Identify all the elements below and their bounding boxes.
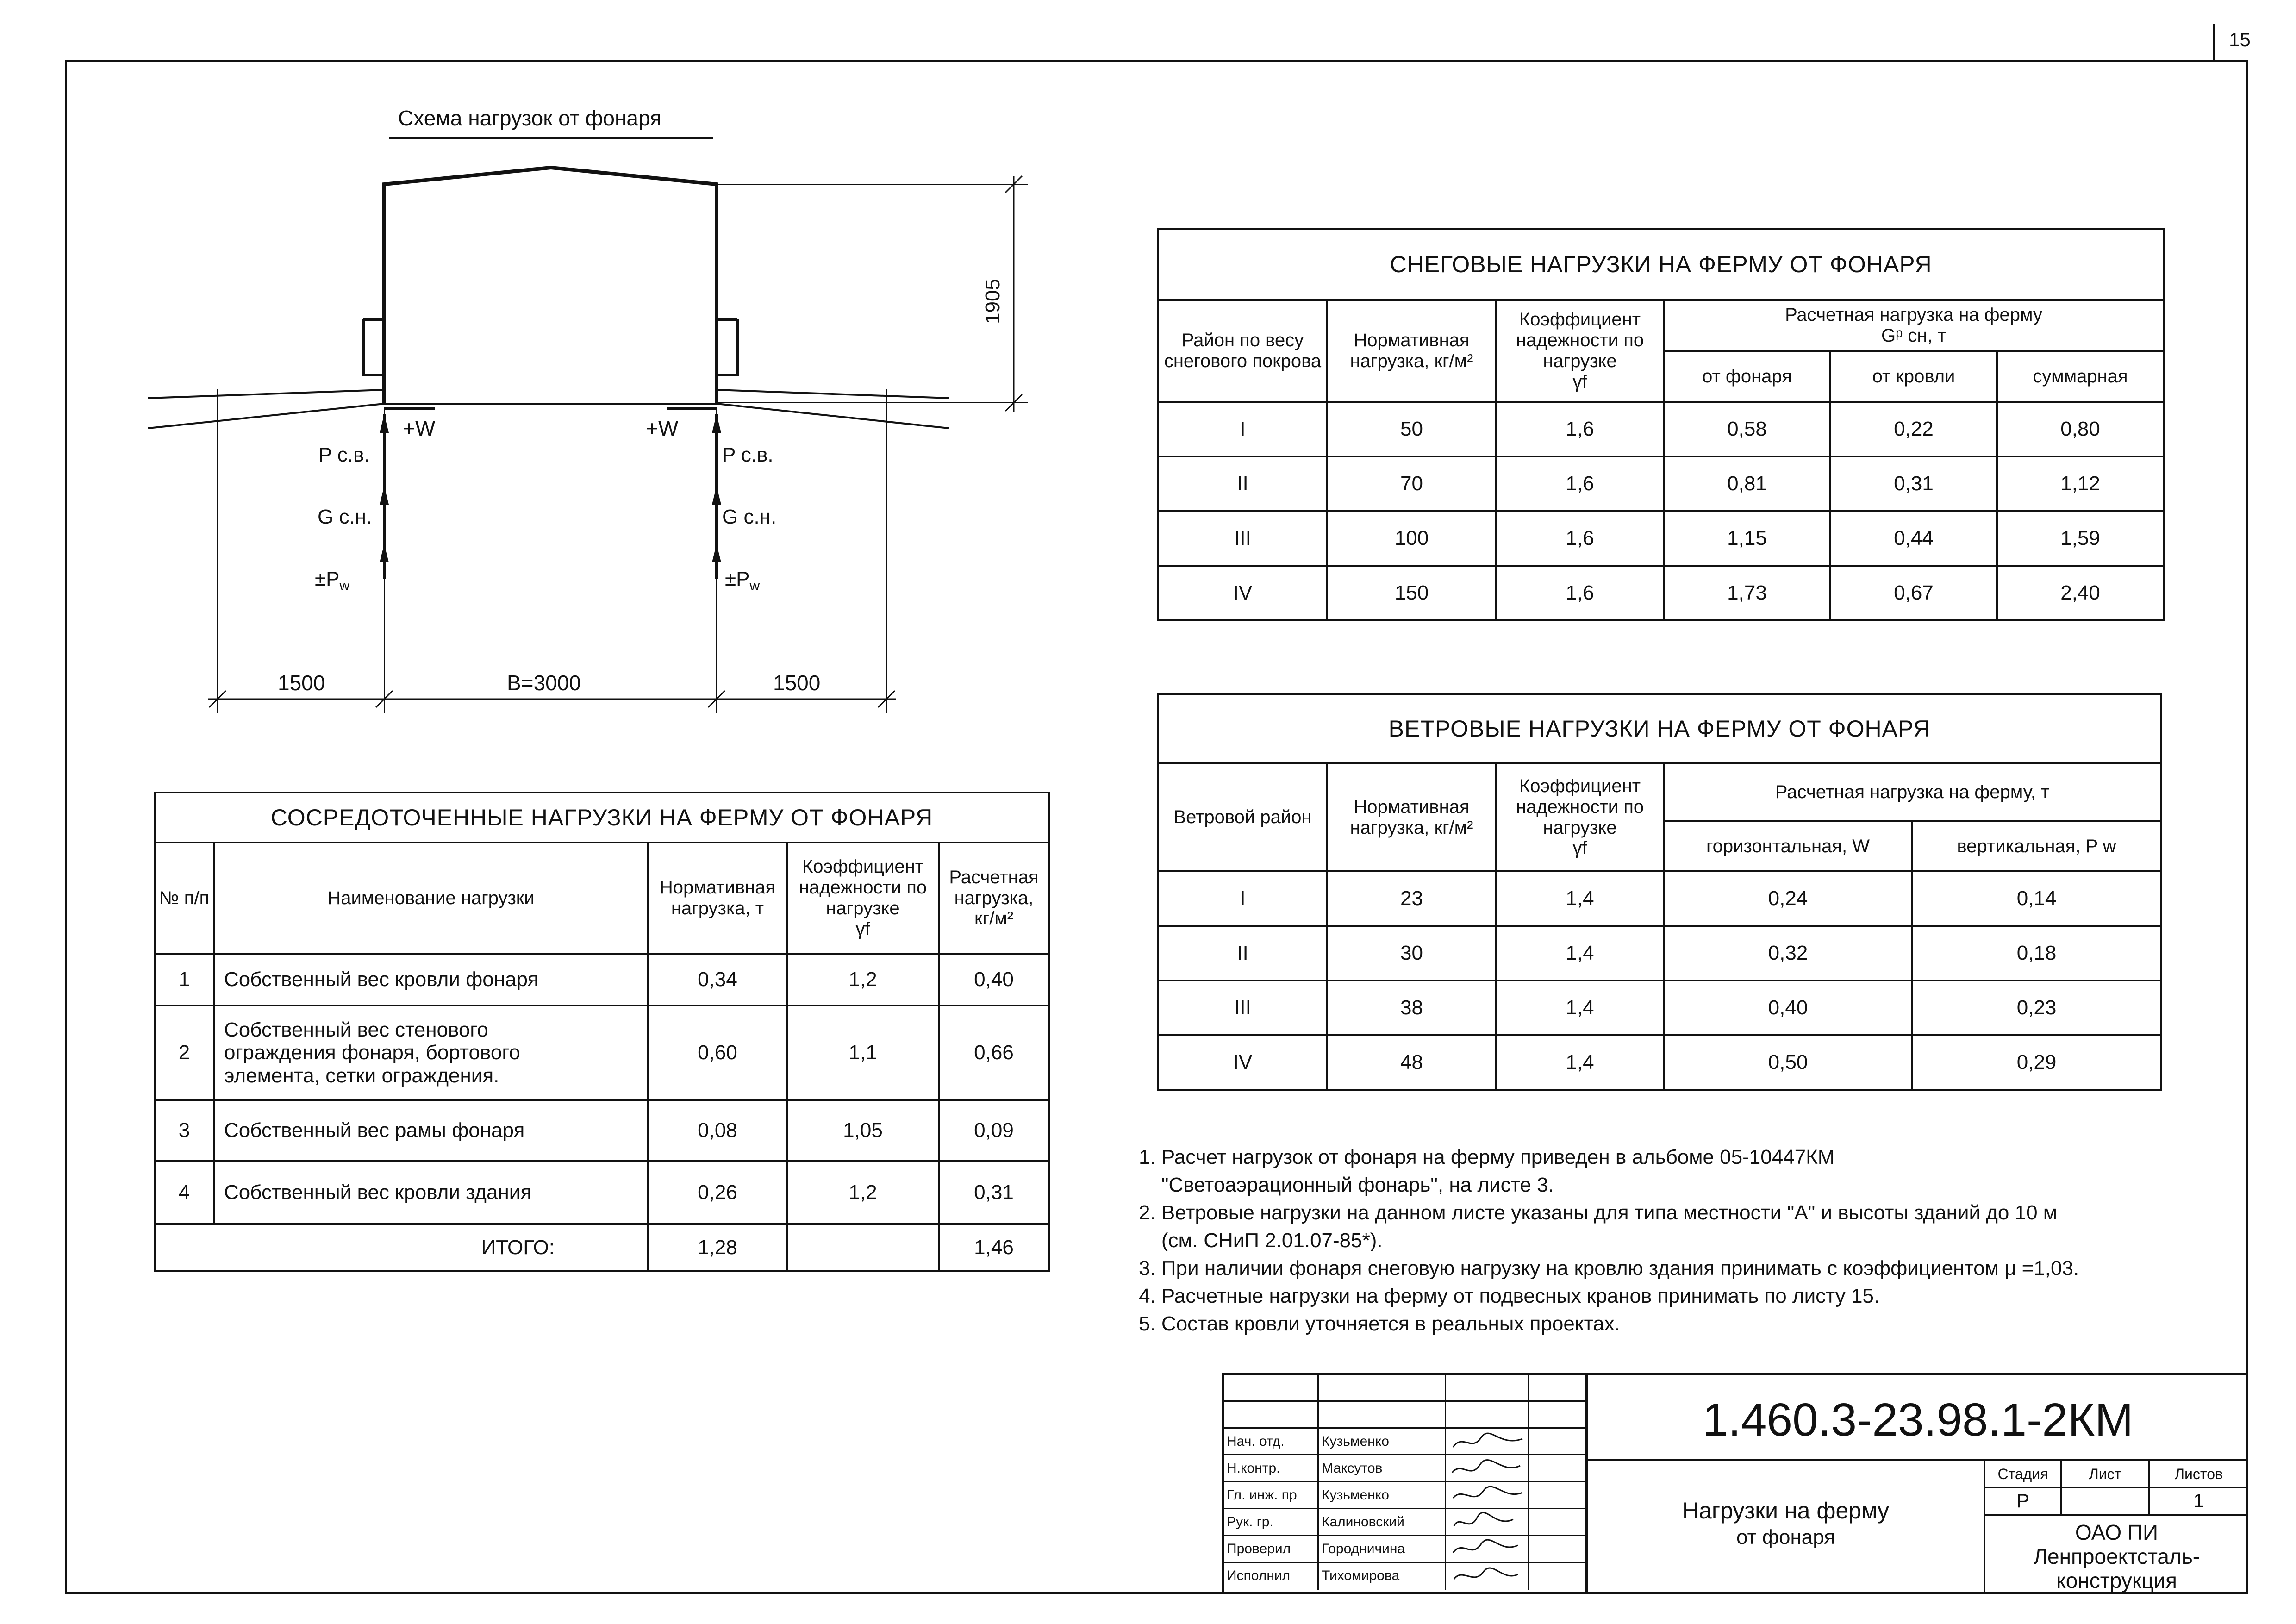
person: Городничина [1319, 1536, 1446, 1562]
wind-header-norm: Нормативная нагрузка, кг/м² [1327, 763, 1496, 871]
wind-load-table [1157, 693, 2162, 1091]
pw-right-label: $\pm P_w$ [725, 568, 760, 593]
cell: 1,05 [787, 1100, 939, 1161]
conc-header-name: Наименование нагрузки [214, 843, 648, 954]
cell: 0,80 [1997, 402, 2164, 456]
pw-left-label: $\pm P_w$ [315, 568, 350, 593]
snow-header-region: Район по весу снегового покрова [1158, 300, 1327, 402]
conc-header-norm: Нормативная нагрузка, т [648, 843, 787, 954]
cell: IV [1158, 566, 1327, 620]
table-row [1158, 871, 2161, 926]
cell: 0,40 [939, 954, 1049, 1006]
conc-header-calc: Расчетная нагрузка, кг/м² [939, 843, 1049, 954]
p-sv-left-label: P с.в. [318, 443, 370, 466]
drawing-title-line2: от фонаря [1736, 1526, 1835, 1549]
wind-header-horizontal: горизонтальная, W [1664, 821, 1912, 871]
table-row [1158, 1035, 2161, 1090]
cell: 0,44 [1830, 511, 1997, 566]
stamp-row [1224, 1402, 1587, 1429]
arrow-head [380, 486, 389, 505]
snow-header-from-roof: от кровли [1830, 351, 1997, 402]
cell: 1,12 [1997, 456, 2164, 511]
stamp-row [1224, 1509, 1587, 1536]
arrow-head [712, 486, 721, 505]
total-calc: 1,46 [939, 1224, 1049, 1271]
snow-header-total: суммарная [1997, 351, 2164, 402]
concentrated-load-table [154, 792, 1050, 1272]
lantern-frame [384, 168, 717, 403]
cell: I [1158, 871, 1327, 926]
table-row [1158, 566, 2164, 620]
cell: 0,60 [648, 1006, 787, 1100]
dim-right-label: 1500 [773, 671, 821, 695]
cell: 0,50 [1664, 1035, 1912, 1090]
scheme-title: Схема нагрузок от фонаря [398, 106, 661, 130]
notes [1139, 1143, 2250, 1338]
cell: 0,24 [1664, 871, 1912, 926]
cell: 0,66 [939, 1006, 1049, 1100]
cell: I [1158, 402, 1327, 456]
cell: 1,4 [1496, 926, 1664, 981]
roof-left-bottom [148, 404, 384, 428]
cell: Собственный вес рамы фонаря [214, 1100, 648, 1161]
cell: 0,58 [1664, 402, 1830, 456]
cell: 23 [1327, 871, 1496, 926]
table-row [155, 1161, 1049, 1224]
total-empty [787, 1224, 939, 1271]
cell: 1,4 [1496, 871, 1664, 926]
g-sn-left-label: G с.н. [318, 506, 372, 528]
signature-table [1222, 1373, 1585, 1594]
cell: Собственный вес кровли фонаря [214, 954, 648, 1006]
org-line: Ленпроектсталь- [2033, 1544, 2200, 1568]
cell: 2,40 [1997, 566, 2164, 620]
g-sn-right-label: G с.н. [722, 506, 777, 528]
role: Проверил [1224, 1536, 1319, 1562]
cell: 150 [1327, 566, 1496, 620]
cell: 1,1 [787, 1006, 939, 1100]
cell: Собственный вес стенового ограждения фонаря, бортового элемента, сетки ограждения. [214, 1006, 648, 1100]
drawing-title-box [1585, 1459, 1984, 1594]
p-sv-right-label: P с.в. [722, 443, 774, 466]
arrow-head [380, 544, 389, 562]
table-row [1158, 981, 2161, 1035]
table-row [155, 1100, 1049, 1161]
org-line: ОАО ПИ [2075, 1520, 2159, 1544]
arrow-head [712, 414, 721, 433]
person: Тихомирова [1319, 1563, 1446, 1590]
cell: 0,09 [939, 1100, 1049, 1161]
note-line: 2. Ветровые нагрузки на данном листе указаны для типа местности "А" и высоты зданий до 10 м [1139, 1201, 2058, 1224]
stamp-row [1224, 1455, 1587, 1482]
cell: 1,2 [787, 1161, 939, 1224]
cell: 3 [155, 1100, 214, 1161]
wind-header-region: Ветровой район [1158, 763, 1327, 871]
wind-header-coef: Коэффициент надежности по нагрузке γf [1496, 763, 1664, 871]
sheet-info-box [1984, 1459, 2248, 1594]
stage-value: Р [1985, 1488, 2062, 1516]
table-row [155, 1006, 1049, 1100]
snow-header-from-lantern: от фонаря [1664, 351, 1830, 402]
roof-right-top [717, 390, 949, 398]
table-row [1158, 402, 2164, 456]
note-line: 3. При наличии фонаря снеговую нагрузку на кровлю здания принимать с коэффициентом μ =1,03. [1139, 1257, 2079, 1280]
table-total-row [155, 1224, 1049, 1271]
drawing-code: 1.460.3-23.98.1-2КМ [1702, 1394, 2134, 1446]
cell: 0,31 [1830, 456, 1997, 511]
page-number: 15 [2229, 29, 2251, 50]
cell: 0,14 [1912, 871, 2161, 926]
cell: 1,15 [1664, 511, 1830, 566]
conc-table-title: СОСРЕДОТОЧЕННЫЕ НАГРУЗКИ НА ФЕРМУ ОТ ФОНАРЯ [155, 793, 1049, 843]
snow-header-coef: Коэффициент надежности по нагрузке γf [1496, 300, 1664, 402]
roof-left-top [148, 390, 384, 398]
snow-header-norm: Нормативная нагрузка, кг/м² [1327, 300, 1496, 402]
snow-table-title: СНЕГОВЫЕ НАГРУЗКИ НА ФЕРМУ ОТ ФОНАРЯ [1158, 229, 2164, 300]
cell: 0,22 [1830, 402, 1997, 456]
drawing-title-line1: Нагрузки на ферму [1682, 1498, 1890, 1524]
cell: 4 [155, 1161, 214, 1224]
arrow-head [712, 544, 721, 562]
role: Гл. инж. пр [1224, 1482, 1319, 1508]
cell: 1,6 [1496, 511, 1664, 566]
cell: 100 [1327, 511, 1496, 566]
snow-load-table [1157, 228, 2165, 621]
cell: 0,08 [648, 1100, 787, 1161]
cell: 48 [1327, 1035, 1496, 1090]
left-side-wall [363, 319, 384, 375]
note-line: (см. СНиП 2.01.07-85*). [1139, 1229, 1383, 1252]
person: Кузьменко [1319, 1482, 1446, 1508]
cell: 1 [155, 954, 214, 1006]
stamp-row [1224, 1375, 1587, 1402]
handwritten-signatures [1448, 1429, 1529, 1595]
organization [1985, 1520, 2248, 1593]
cell: 0,67 [1830, 566, 1997, 620]
wind-table-title: ВЕТРОВЫЕ НАГРУЗКИ НА ФЕРМУ ОТ ФОНАРЯ [1158, 694, 2161, 763]
stamp-row [1224, 1482, 1587, 1509]
cell: IV [1158, 1035, 1327, 1090]
cell: 70 [1327, 456, 1496, 511]
sheets-value: 1 [2150, 1488, 2248, 1516]
w-right-label: +W [646, 416, 679, 440]
org-line: конструкция [2056, 1568, 2177, 1593]
sheet-label: Лист [2062, 1461, 2150, 1488]
cell: 0,29 [1912, 1035, 2161, 1090]
cell: 0,18 [1912, 926, 2161, 981]
table-row [1158, 511, 2164, 566]
cell: 1,73 [1664, 566, 1830, 620]
snow-header-calc: Расчетная нагрузка на ферму Gᵖ сн, т [1664, 300, 2164, 351]
cell: 50 [1327, 402, 1496, 456]
cell: 2 [155, 1006, 214, 1100]
wind-header-vertical: вертикальная, P w [1912, 821, 2161, 871]
cell: 1,4 [1496, 1035, 1664, 1090]
cell: III [1158, 511, 1327, 566]
sheets-label: Листов [2150, 1461, 2248, 1488]
cell: 1,59 [1997, 511, 2164, 566]
cell: 1,2 [787, 954, 939, 1006]
wind-header-calc: Расчетная нагрузка на ферму, т [1664, 763, 2161, 821]
arrow-head [380, 414, 389, 433]
roof-right-bottom [717, 404, 949, 428]
cell: 0,26 [648, 1161, 787, 1224]
w-left-label: +W [403, 416, 436, 440]
dim-mid-label: B=3000 [507, 671, 581, 695]
cell: 1,6 [1496, 456, 1664, 511]
cell: 30 [1327, 926, 1496, 981]
person: Максутов [1319, 1455, 1446, 1481]
stamp-row [1224, 1563, 1587, 1590]
cell: 1,6 [1496, 566, 1664, 620]
role: Рук. гр. [1224, 1509, 1319, 1535]
total-label: ИТОГО: [155, 1224, 648, 1271]
cell: 0,34 [648, 954, 787, 1006]
cell: 0,81 [1664, 456, 1830, 511]
role: Н.контр. [1224, 1455, 1319, 1481]
table-row [1158, 926, 2161, 981]
drawing-code-box [1585, 1373, 2248, 1459]
cell: 0,31 [939, 1161, 1049, 1224]
title-block [1222, 1373, 2248, 1594]
cell: 1,6 [1496, 402, 1664, 456]
stage-label: Стадия [1985, 1461, 2062, 1488]
cell: 0,23 [1912, 981, 2161, 1035]
dim-left-label: 1500 [278, 671, 325, 695]
cell: 38 [1327, 981, 1496, 1035]
total-norm: 1,28 [648, 1224, 787, 1271]
table-row [155, 954, 1049, 1006]
cell: III [1158, 981, 1327, 1035]
stamp-row [1224, 1429, 1587, 1455]
cell: 1,4 [1496, 981, 1664, 1035]
cell: Собственный вес кровли здания [214, 1161, 648, 1224]
height-dimension-label: 1905 [981, 279, 1004, 324]
right-side-wall [717, 319, 737, 375]
note-line: 4. Расчетные нагрузки на ферму от подвесных кранов принимать по листу 15. [1139, 1285, 1880, 1307]
note-line: "Светоаэрационный фонарь", на листе 3. [1139, 1174, 1554, 1196]
stamp-row [1224, 1536, 1587, 1563]
person: Кузьменко [1319, 1429, 1446, 1454]
role: Исполнил [1224, 1563, 1319, 1590]
cell: II [1158, 456, 1327, 511]
cell: 0,32 [1664, 926, 1912, 981]
note-line: 5. Состав кровли уточняется в реальных проектах. [1139, 1312, 1620, 1335]
sheet-value [2062, 1488, 2150, 1516]
cell: II [1158, 926, 1327, 981]
table-row [1158, 456, 2164, 511]
note-line: 1. Расчет нагрузок от фонаря на ферму приведен в альбоме 05-10447КМ [1139, 1146, 1835, 1168]
cell: 0,40 [1664, 981, 1912, 1035]
role: Нач. отд. [1224, 1429, 1319, 1454]
person: Калиновский [1319, 1509, 1446, 1535]
conc-header-no: № п/п [155, 843, 214, 954]
conc-header-coef: Коэффициент надежности по нагрузке γf [787, 843, 939, 954]
